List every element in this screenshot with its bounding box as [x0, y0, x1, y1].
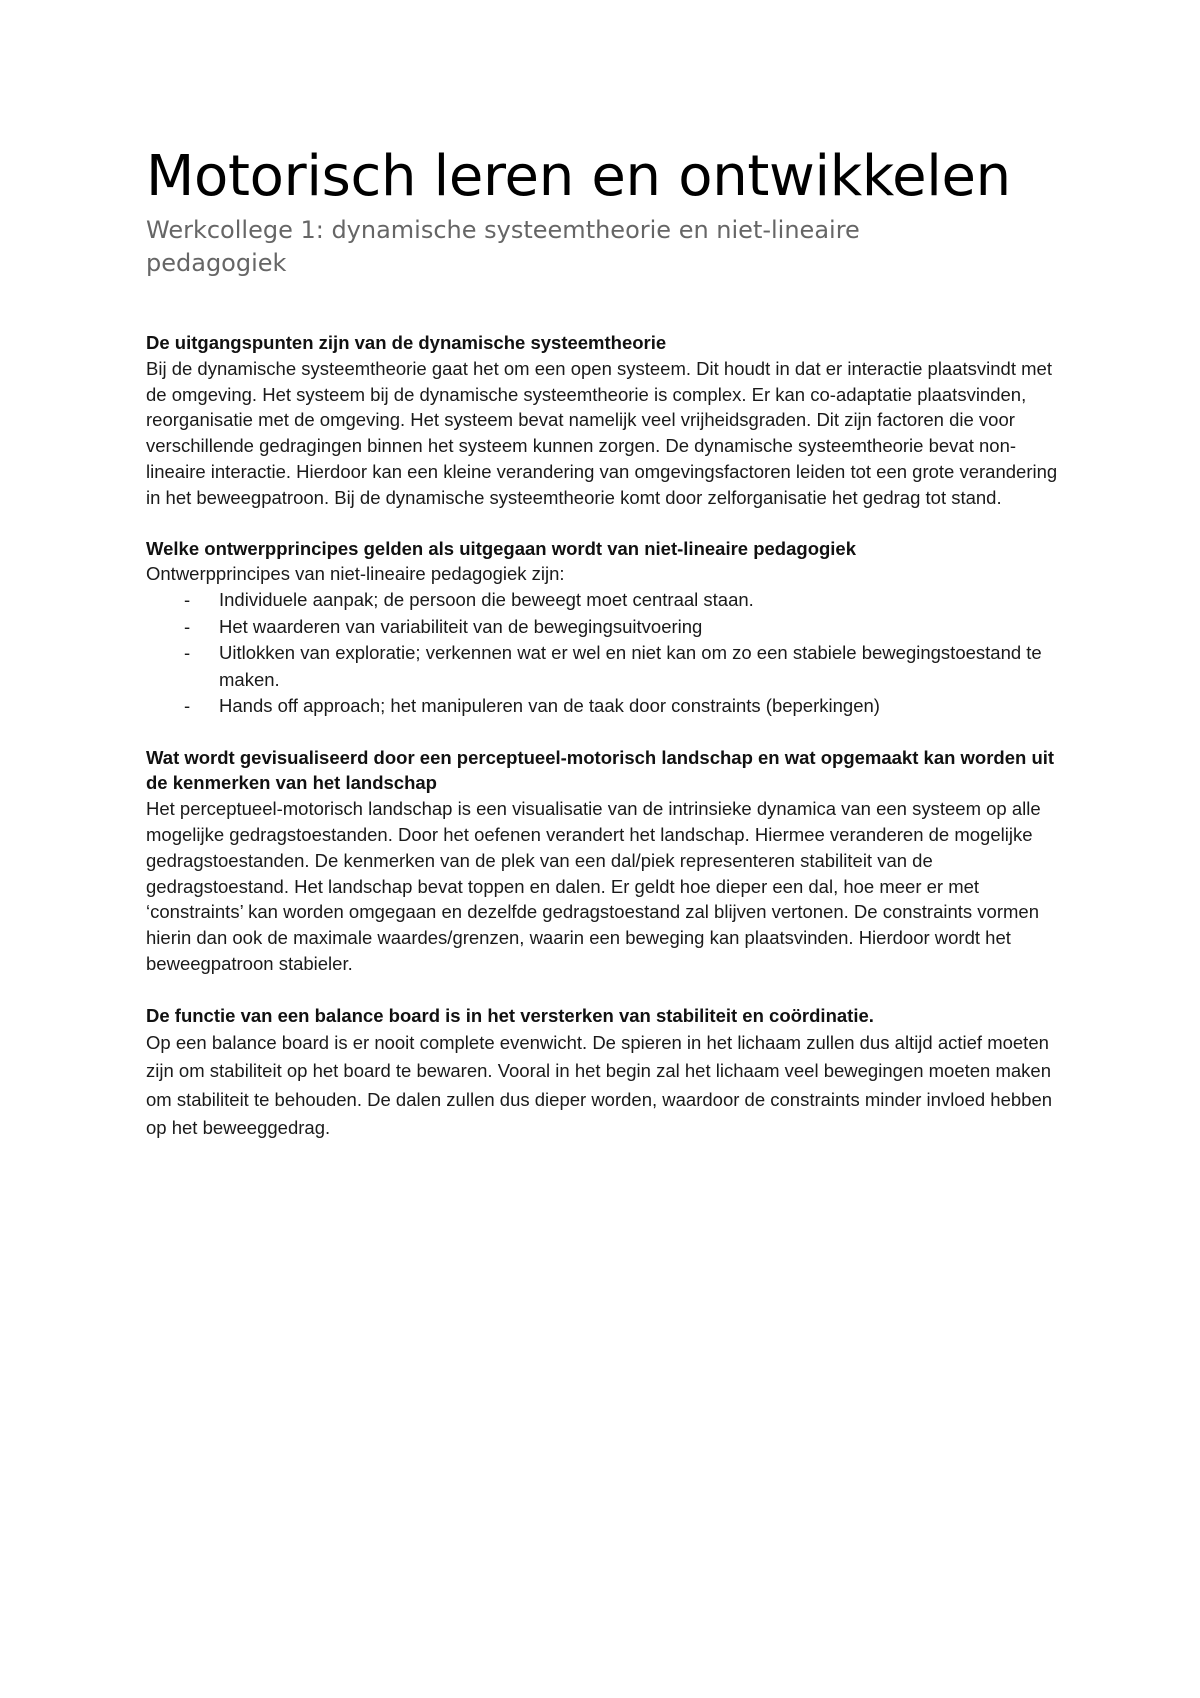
document-title: Motorisch leren en ontwikkelen — [146, 144, 1011, 209]
dash-bullet-icon: - — [184, 695, 191, 717]
section-body: Bij de dynamische systeemtheorie gaat het om een open systeem. Dit houdt in dat er interactie plaatsvindt met de omgeving. Het systeem bij de dynamische systeemtheorie is complex. Er kan co-adaptatie plaatsvinden, reorganisatie met de omgeving. Het systeem bevat namelijk veel vrijheidsgraden. Dit zijn factoren die voor verschillende gedragingen binnen het systeem kunnen zorgen. De dynamische systeemtheorie bevat non-lineaire interactie. Hierdoor kan een kleine verandering van omgevingsfactoren leiden tot een grote verandering in het beweegpatroon. Bij de dynamische systeemtheorie komt door zelforganisatie het gedrag tot stand. — [146, 357, 1058, 508]
section-balance-board — [146, 1002, 1066, 1143]
section-uitgangspunten — [146, 330, 1066, 511]
section-heading: De functie van een balance board is in het versterken van stabiliteit en coördinatie. — [146, 1004, 874, 1026]
section-body: Ontwerpprincipes van niet-lineaire pedagogiek zijn: — [146, 563, 565, 585]
list-item-text: Het waarderen van variabiliteit van de bewegingsuitvoering — [219, 615, 703, 637]
section-body: Op een balance board is er nooit complete evenwicht. De spieren in het lichaam zullen dus altijd actief moeten zijn om stabiliteit op het board te bewaren. Vooral in het begin zal het lichaam veel bewegingen moeten maken om stabiliteit te behouden. De dalen zullen dus dieper worden, waardoor de constraints minder invloed hebben op het beweeggedrag. — [146, 1031, 1053, 1139]
list-item-text: Individuele aanpak; de persoon die beweegt moet centraal staan. — [219, 589, 754, 611]
dash-bullet-icon: - — [184, 589, 191, 611]
dash-bullet-icon: - — [184, 642, 191, 664]
list-item — [146, 587, 1066, 614]
document-subtitle: Werkcollege 1: dynamische systeemtheorie en niet-lineaire pedagogiek — [146, 216, 860, 277]
principles-list — [146, 587, 1066, 720]
document-content — [146, 142, 1066, 1143]
list-item — [146, 693, 1066, 720]
list-item — [146, 640, 1066, 693]
list-item-text: Hands off approach; het manipuleren van de taak door constraints (beperkingen) — [219, 695, 880, 717]
section-heading: De uitgangspunten zijn van de dynamische systeemtheorie — [146, 332, 667, 353]
list-item — [146, 614, 1066, 641]
section-ontwerpprincipes — [146, 536, 1066, 720]
section-heading: Welke ontwerpprincipes gelden als uitgegaan wordt van niet-lineaire pedagogiek — [146, 537, 857, 559]
section-heading: Wat wordt gevisualiseerd door een perceptueel-motorisch landschap en wat opgemaakt kan worden uit de kenmerken van het landschap — [146, 746, 1055, 794]
list-item-text: Uitlokken van exploratie; verkennen wat er wel en niet kan om zo een stabiele bewegingstoestand te maken. — [219, 642, 1042, 690]
section-body: Het perceptueel-motorisch landschap is een visualisatie van de intrinsieke dynamica van een systeem op alle mogelijke gedragstoestanden. Door het oefenen verandert het landschap. Hiermee veranderen de mogelijke gedragstoestanden. De kenmerken van de plek van een dal/piek representeren stabiliteit van de gedragstoestand. Het landschap bevat toppen en dalen. Er geldt hoe dieper een dal, hoe meer er met ‘constraints’ kan worden omgegaan en dezelfde gedragstoestand zal blijven vertonen. De constraints vormen hierin dan ook de maximale waardes/grenzen, waarin een beweging kan plaatsvinden. Hierdoor wordt het beweegpatroon stabieler. — [146, 798, 1041, 975]
dash-bullet-icon: - — [184, 615, 191, 637]
section-landschap — [146, 745, 1066, 977]
